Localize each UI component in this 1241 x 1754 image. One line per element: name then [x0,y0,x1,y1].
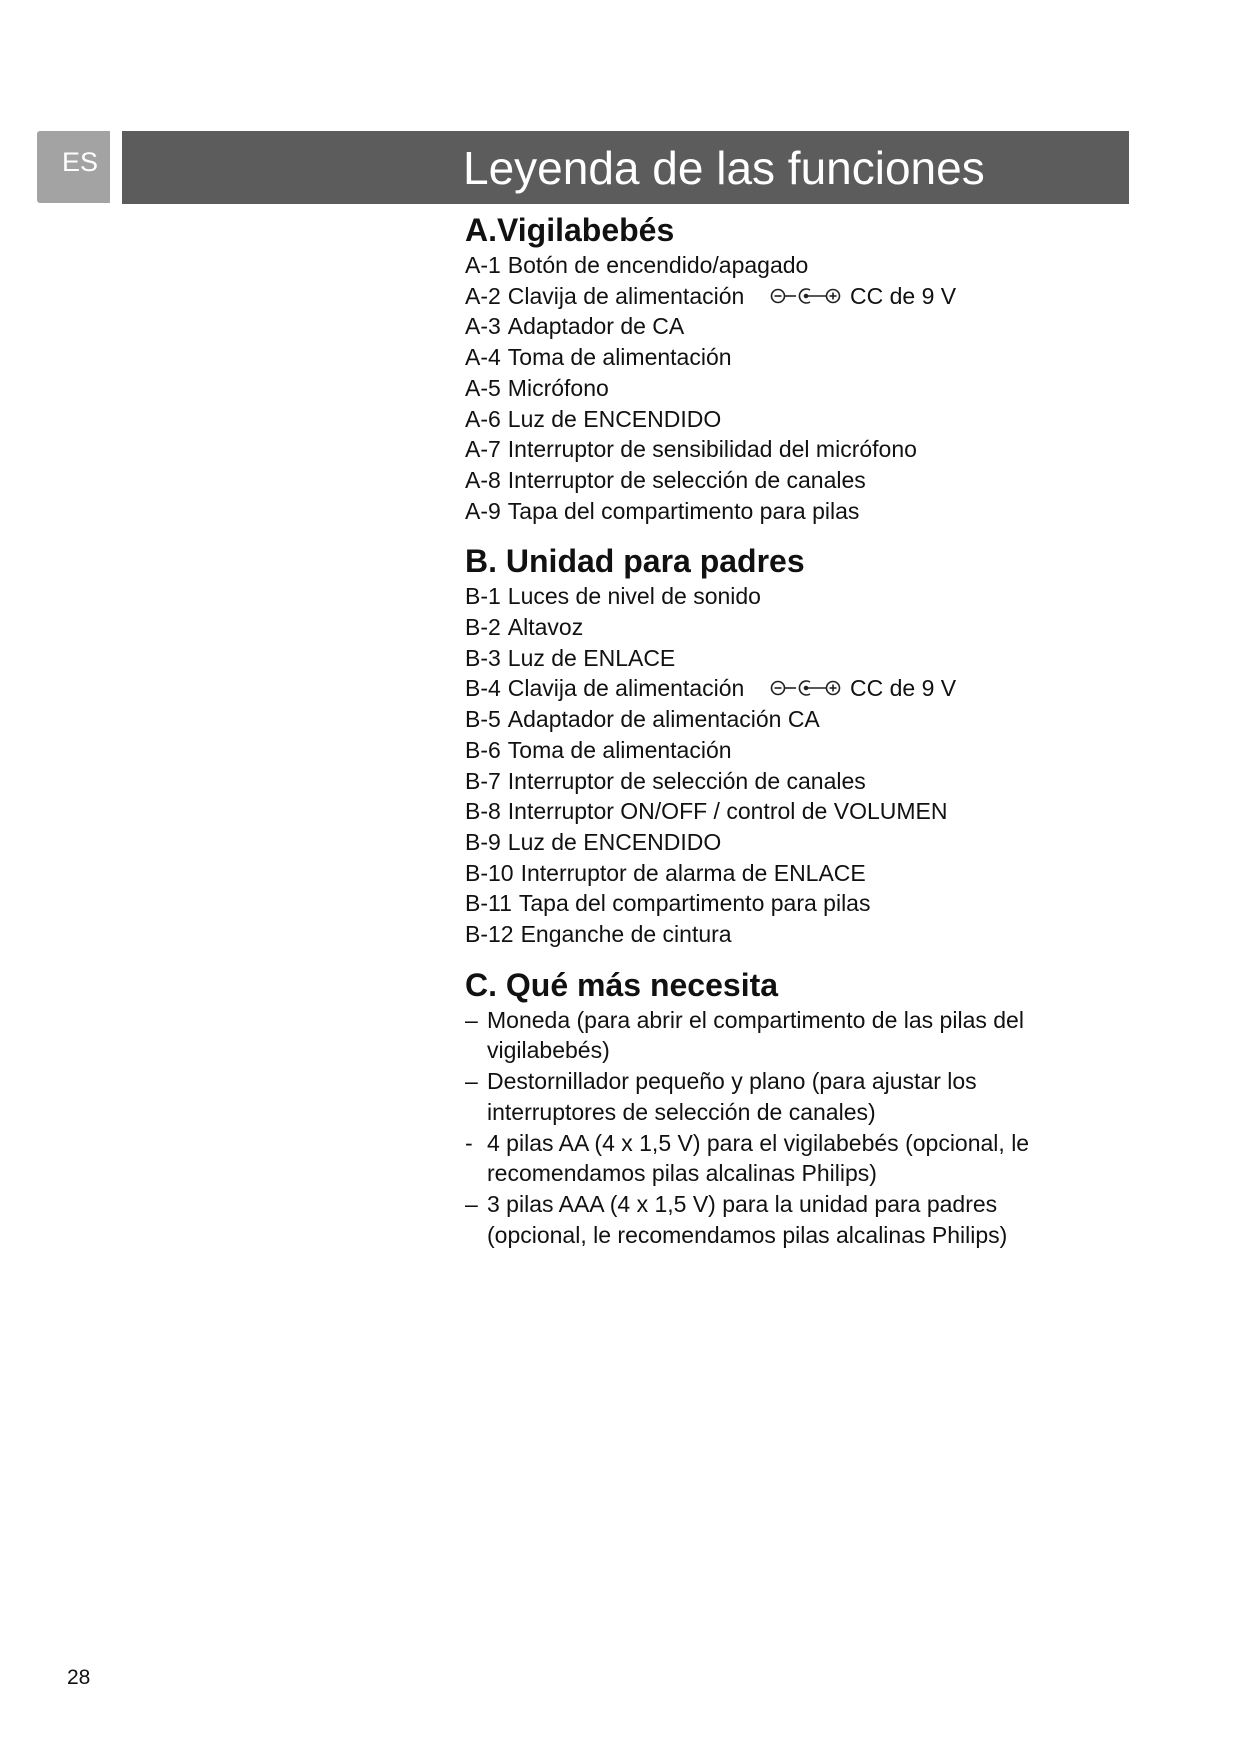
item-code: B-9 [465,828,501,855]
voltage-label: CC de 9 V [850,282,957,309]
legend-item [465,735,1115,766]
legend-item [465,250,1115,281]
legend-item [465,311,1115,342]
item-text: Luz de ENCENDIDO [507,828,722,855]
item-code: A-4 [465,344,501,371]
page-number: 28 [67,1666,91,1689]
item-text: Tapa del compartimento para pilas [507,497,860,524]
item-text: Interruptor ON/OFF / control de VOLUMEN [507,798,948,825]
voltage-spec [770,281,956,312]
item-code: B-1 [465,583,501,610]
legend-item [465,766,1115,797]
section-parent-unit [465,541,1115,949]
language-tab-label: ES [62,147,99,177]
item-code: B-10 [465,859,514,886]
item-code: B-4 [465,675,501,702]
item-text: Botón de encendido/apagado [507,252,809,278]
list-item [465,1005,1047,1066]
bullet: – [465,1006,478,1033]
voltage-label: CC de 9 V [850,675,957,702]
item-text: Clavija de alimentación [507,675,745,702]
item-code: B-7 [465,767,501,794]
item-text: Adaptador de CA [507,313,685,340]
item-code: B-12 [465,921,514,948]
item-text: Enganche de cintura [520,921,732,948]
legend-item [465,704,1115,735]
bullet: – [465,1068,478,1095]
legend-item [465,888,1115,919]
title-bar [122,131,1129,204]
item-code: B-11 [465,890,512,917]
item-code: A-7 [465,436,501,463]
legend-item [465,827,1115,858]
legend-item [465,434,1115,465]
item-code: B-5 [465,706,501,733]
polarity-symbol-icon [770,678,842,698]
list-item [465,1128,1047,1189]
item-code: A-5 [465,374,501,401]
item-code: A-9 [465,497,501,524]
language-tab [37,131,110,203]
list-item [465,1066,1047,1127]
item-text: Toma de alimentación [507,736,732,763]
bullet: – [465,1190,478,1217]
item-text: Interruptor de selección de canales [507,767,866,794]
bullet: - [465,1129,473,1156]
legend-item [465,373,1115,404]
item-code: B-6 [465,736,501,763]
item-text: Moneda (para abrir el compartimento de las pilas del vigilabebés) [487,1006,1024,1064]
legend-item [465,673,1115,704]
legend-item [465,858,1115,889]
item-text: Luces de nivel de sonido [507,583,761,610]
item-text: Luz de ENLACE [507,644,676,671]
list-item [465,1189,1047,1250]
item-text: Micrófono [507,374,609,401]
item-code: B-3 [465,644,501,671]
item-text: Destornillador pequeño y plano (para ajustar los interruptores de selección de canales) [487,1068,977,1125]
item-code: A-3 [465,313,501,340]
item-text: 4 pilas AA (4 x 1,5 V) para el vigilabebés (opcional, le recomendamos pilas alcalinas Philips) [487,1129,1030,1187]
item-code: A-8 [465,466,501,493]
legend-item [465,404,1115,435]
item-text: Toma de alimentación [507,344,732,371]
item-text: Clavija de alimentación [507,282,745,309]
item-text: Interruptor de alarma de ENLACE [520,859,866,886]
legend-item [465,643,1115,674]
item-code: A-2 [465,282,501,309]
item-code: B-8 [465,798,501,825]
polarity-symbol-icon [770,286,842,306]
item-text: Tapa del compartimento para pilas [518,890,871,917]
item-text: Interruptor de selección de canales [507,466,866,493]
item-code: B-2 [465,614,501,641]
section-baby-unit [465,210,1115,526]
section-b-heading: B. Unidad para padres [465,543,805,580]
item-text: 3 pilas AAA (4 x 1,5 V) para la unidad para padres (opcional, le recomendamos pilas alcalinas Philips) [487,1190,1008,1248]
item-text: Luz de ENCENDIDO [507,405,722,432]
legend-item [465,919,1115,950]
section-what-else [465,965,1115,1251]
section-c-list [465,1005,1115,1251]
section-c-heading: C. Qué más necesita [465,966,779,1003]
item-text: Altavoz [507,614,584,641]
page-title: Leyenda de las funciones [463,142,985,194]
legend-item [465,496,1115,527]
section-b-list [465,581,1115,949]
main-content [465,210,1115,1265]
legend-item [465,465,1115,496]
legend-item [465,796,1115,827]
item-text: Adaptador de alimentación CA [507,706,820,733]
section-a-list [465,250,1115,526]
legend-item [465,581,1115,612]
item-code: A-1 [465,252,501,278]
legend-item [465,342,1115,373]
legend-item [465,281,1115,312]
item-code: A-6 [465,405,501,432]
voltage-spec [770,673,956,704]
section-a-heading: A.Vigilabebés [465,212,675,248]
item-text: Interruptor de sensibilidad del micrófono [507,436,917,463]
legend-item [465,612,1115,643]
